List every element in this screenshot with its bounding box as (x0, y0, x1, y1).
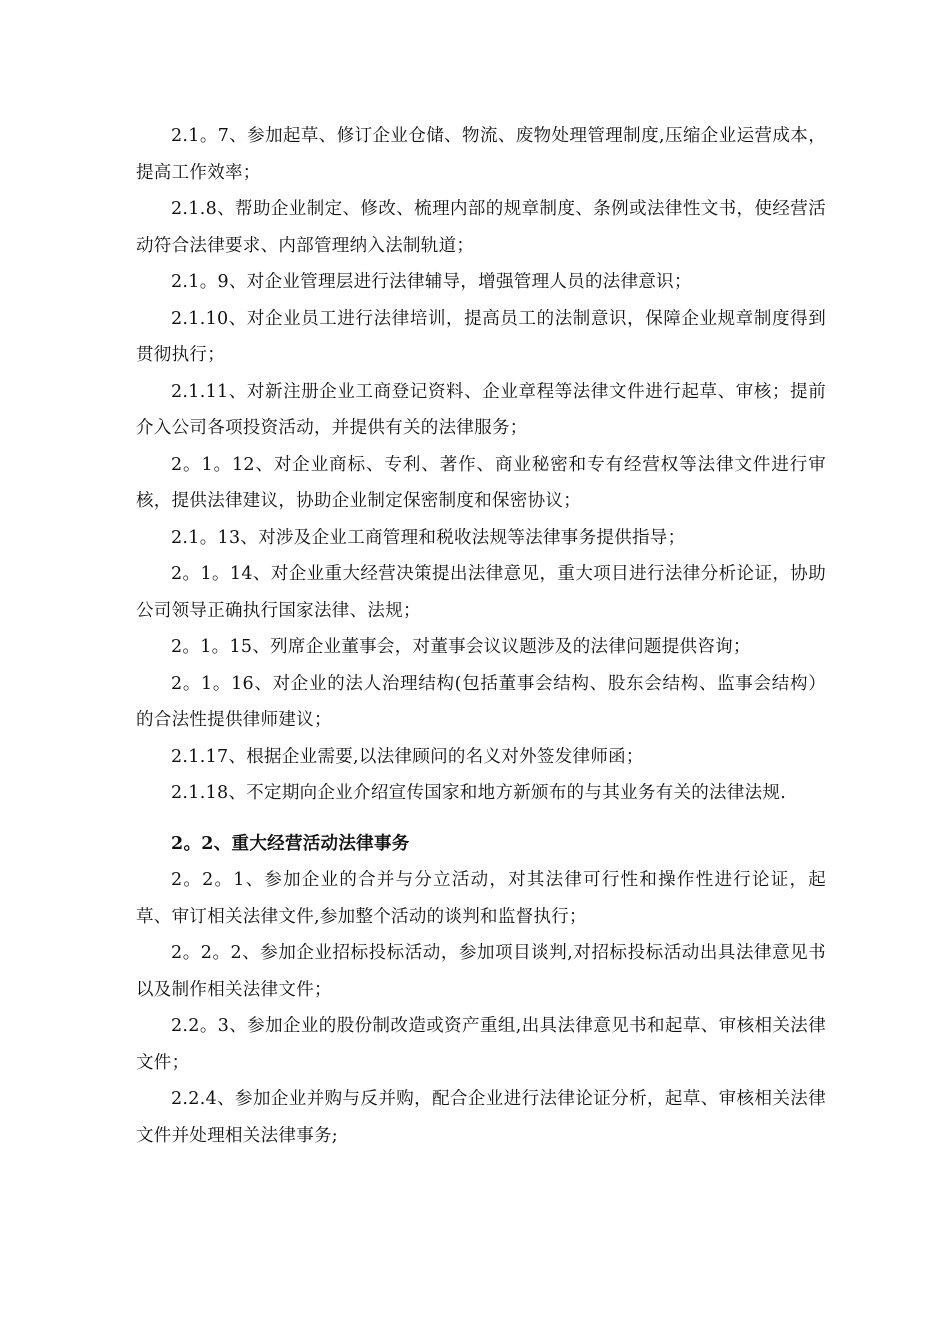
list-item: 2.1.10、对企业员工进行法律培训，提高员工的法制意识，保障企业规章制度得到贯彻执行； (136, 308, 826, 365)
list-item: 2.1.8、帮助企业制定、修改、梳理内部的规章制度、条例或法律性文书，使经营活动符合法律要求、内部管理纳入法制轨道； (136, 199, 826, 256)
list-item: 2.1。7、参加起草、修订企业仓储、物流、废物处理管理制度,压缩企业运营成本，提高工作效率； (136, 126, 826, 183)
list-item: 2.1.18、不定期向企业介绍宣传国家和地方新颁布的与其业务有关的法律法规. (171, 783, 787, 803)
section-heading: 2。2、重大经营活动法律事务 (171, 833, 410, 854)
list-item: 2.2。3、参加企业的股份制改造或资产重组,出具法律意见书和起草、审核相关法律文件； (136, 1016, 826, 1073)
list-item: 2。1。16、对企业的法人治理结构(包括董事会结构、股东会结构、监事会结构）的合法性提供律师建议； (136, 673, 826, 730)
list-item: 2.1。9、对企业管理层进行法律辅导，增强管理人员的法律意识； (171, 272, 692, 292)
list-item: 2。1。12、对企业商标、专利、著作、商业秘密和专有经营权等法律文件进行审核，提供法律建议，协助企业制定保密制度和保密协议； (136, 454, 826, 511)
section-spacer (136, 812, 826, 826)
list-item: 2.1.11、对新注册企业工商登记资料、企业章程等法律文件进行起草、审核；提前介入公司各项投资活动，并提供有关的法律服务； (136, 381, 826, 438)
list-item: 2。1。14、对企业重大经营决策提出法律意见，重大项目进行法律分析论证，协助公司领导正确执行国家法律、法规； (136, 564, 826, 621)
list-item: 2。2。1、参加企业的合并与分立活动，对其法律可行性和操作性进行论证，起草、审订相关法律文件,参加整个活动的谈判和监督执行； (136, 870, 826, 927)
list-item: 2.2.4、参加企业并购与反并购，配合企业进行法律论证分析，起草、审核相关法律文件并处理相关法律事务; (136, 1089, 826, 1146)
list-item: 2。2。2、参加企业招标投标活动，参加项目谈判,对招标投标活动出具法律意见书以及制作相关法律文件； (136, 943, 826, 1000)
document-body (136, 118, 826, 1154)
list-item: 2.1。13、对涉及企业工商管理和税收法规等法律事务提供指导； (171, 527, 686, 548)
list-item: 2.1.17、根据企业需要,以法律顾问的名义对外签发律师函； (171, 746, 644, 767)
list-item: 2。1。15、列席企业董事会，对董事会议议题涉及的法律问题提供咨询； (171, 637, 751, 657)
